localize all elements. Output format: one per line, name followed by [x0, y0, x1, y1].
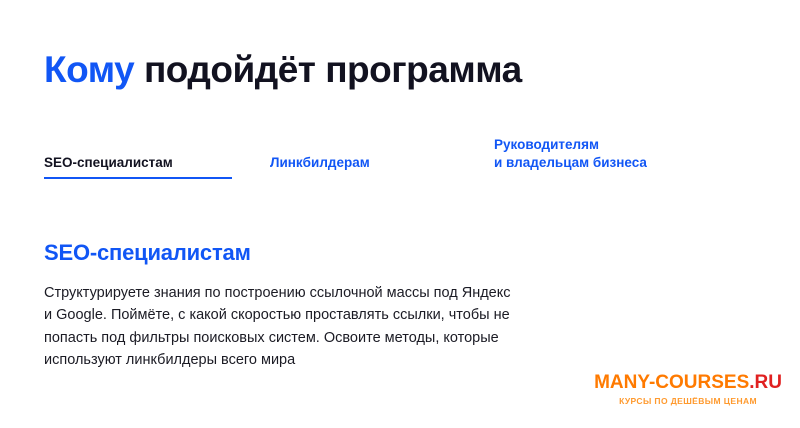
audience-tab-bar — [44, 130, 744, 180]
watermark-name-main: MANY-COURSES — [594, 372, 750, 393]
watermark — [594, 372, 782, 406]
tab-label-second-line: и владельцам бизнеса — [494, 155, 647, 171]
page-title-rest: подойдёт программа — [134, 48, 522, 90]
tab-seo-specialists[interactable] — [44, 154, 173, 172]
watermark-site-name — [594, 372, 782, 394]
tab-active-indicator — [44, 177, 232, 179]
page-title-accent: Кому — [44, 48, 135, 90]
panel-title: SEO-специалистам — [44, 240, 251, 265]
tab-managers-and-business-owners[interactable] — [494, 136, 647, 172]
audience-panel — [44, 240, 514, 372]
tab-label: SEO-специалистам — [44, 155, 173, 170]
panel-description: Структурируете знания по построению ссылочной массы под Яндекс и Google. Поймёте, с какой скоростью проставлять ссылки, чтобы не попасть под фильтры поисковых систем. Освоите методы, которые используют линкбилдеры всего мира — [44, 285, 511, 369]
tab-label: Руководителям — [494, 137, 599, 152]
watermark-tagline: КУРСЫ ПО ДЕШЁВЫМ ЦЕНАМ — [619, 396, 758, 406]
tab-linkbuilders[interactable] — [270, 154, 370, 172]
watermark-name-tld: .RU — [749, 372, 782, 393]
tab-label: Линкбилдерам — [270, 155, 370, 170]
page-title — [44, 49, 522, 92]
